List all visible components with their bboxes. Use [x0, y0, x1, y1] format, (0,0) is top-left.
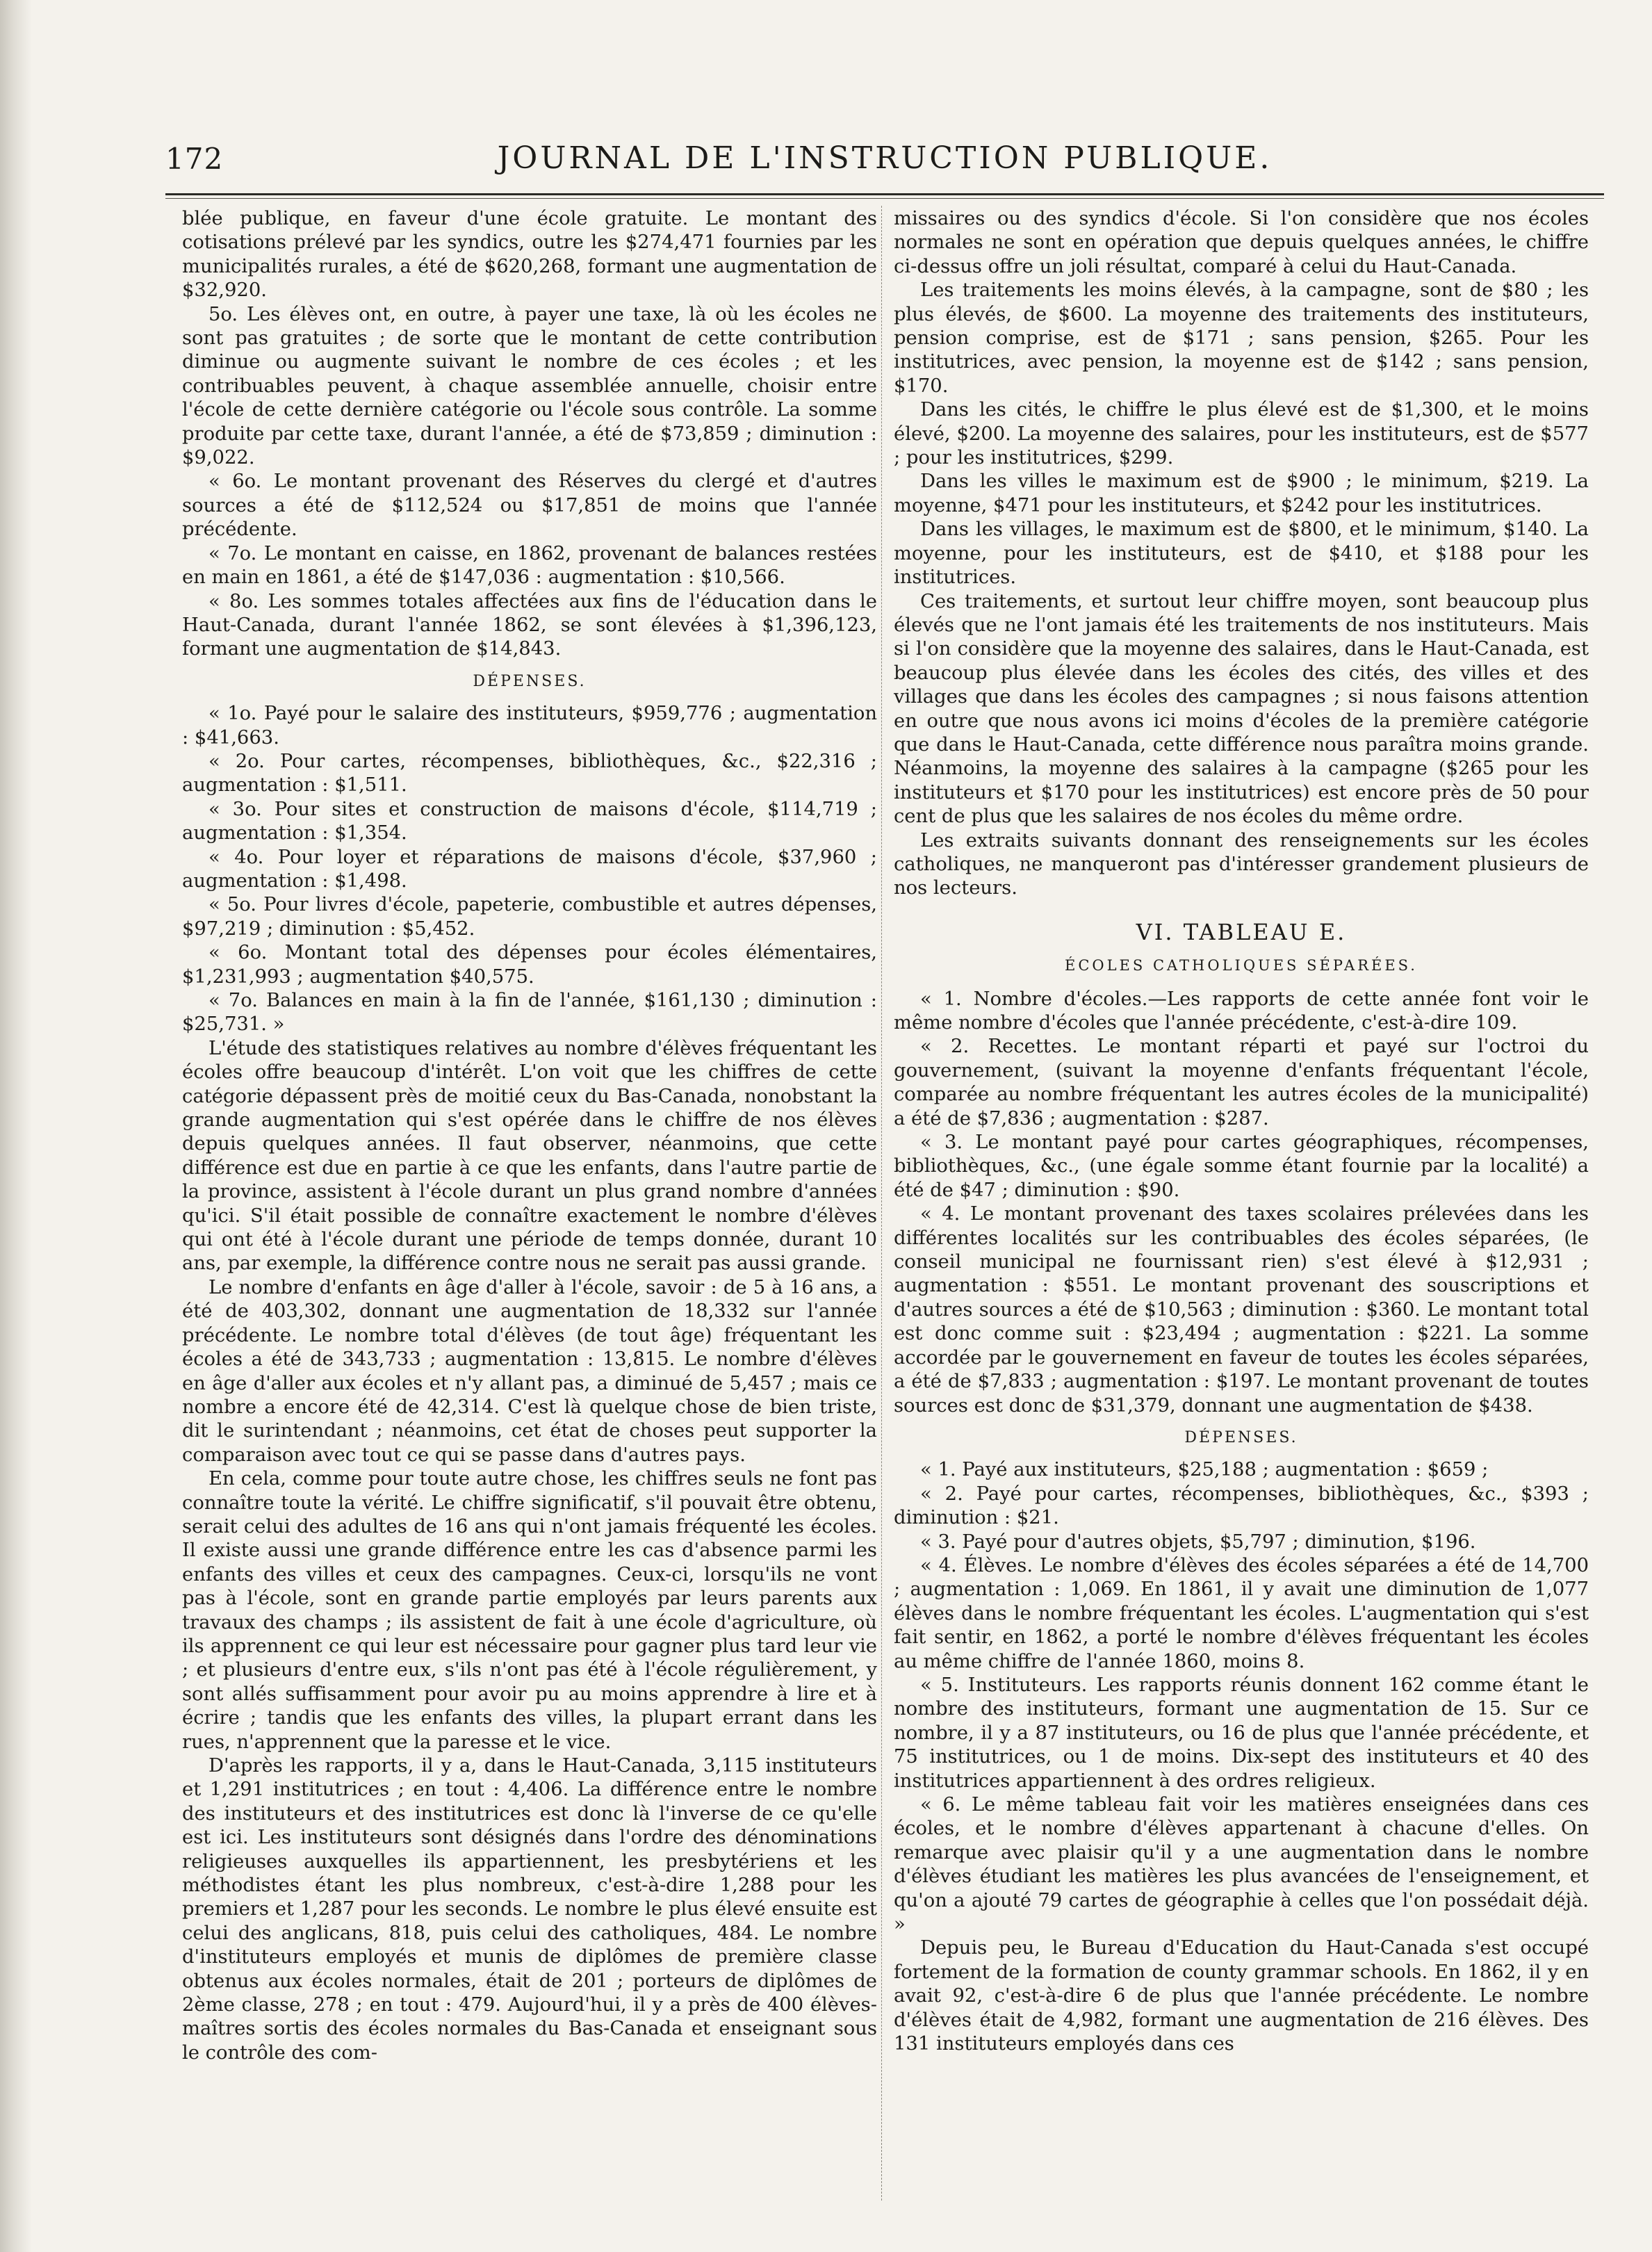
expense-item: « 5. Instituteurs. Les rapports réunis donnent 162 comme étant le nombre des instituteurs, formant une augmentation de 15. Sur ce nombre, il y a 87 instituteurs, ou 16 de plus que l'année précédente, et 75 institutrices, ou 1 de moins. Dix-sept des instituteurs et 40 des institutrices appartiennent à des ordres religieux. — [894, 1674, 1589, 1792]
scanned-page-edge — [0, 0, 32, 2252]
paragraph: 5o. Les élèves ont, en outre, à payer une taxe, là où les écoles ne sont pas gratuites ; de sorte que le montant de cette contribution diminue ou augmente suivant le nombre de ces écoles ; et les contribuables peuvent, à chaque assemblée annuelle, choisir entre l'école de cette dernière catégorie ou l'école sous contrôle. La somme produite par cette taxe, durant l'année, a été de $73,859 ; diminution : $9,022. — [182, 303, 877, 469]
left-column — [182, 207, 877, 2065]
expense-item: « 1o. Payé pour le salaire des instituteurs, $959,776 ; augmentation : $41,663. — [182, 703, 877, 749]
paragraph: Dans les villes le maximum est de $900 ; le minimum, $219. La moyenne, $471 pour les instituteurs, et $242 pour les institutrices. — [894, 471, 1589, 516]
paragraph: Les extraits suivants donnant des renseignements sur les écoles catholiques, ne manqueront pas d'intéresser grandement plusieurs de nos lecteurs. — [894, 829, 1589, 899]
section-heading-depenses: DÉPENSES. — [473, 672, 587, 690]
table-e-item: « 2. Recettes. Le montant réparti et payé sur l'octroi du gouvernement, (suivant la moyenne d'enfants fréquentant l'école, comparée au nombre fréquentant les autres écoles de la municipalité) a été de $7,836 ; augmentation : $287. — [894, 1036, 1589, 1129]
section-title: VI. TABLEAU E. — [1136, 918, 1347, 945]
paragraph: « 6o. Le montant provenant des Réserves du clergé et d'autres sources a été de $112,524 ou $17,851 de moins que l'année précédente. — [182, 471, 877, 541]
expense-item: « 3. Payé pour d'autres objets, $5,797 ; diminution, $196. — [920, 1531, 1476, 1553]
paragraph: blée publique, en faveur d'une école gratuite. Le montant des cotisations prélevé par les syndics, outre les $274,471 fournies par les municipalités rurales, a été de $620,268, formant une augmentation de $32,920. — [182, 208, 877, 302]
paragraph: Ces traitements, et surtout leur chiffre moyen, sont beaucoup plus élevés que ne l'ont jamais été les traitements de nos instituteurs. Mais si l'on considère que la moyenne des salaires, dans le Haut-Canada, est beaucoup plus élevée dans les écoles des cités, des villes et des villages que dans les écoles des campagnes ; si nous faisons attention en outre que nous avons ici moins d'écoles de la première catégorie que dans le Haut-Canada, cette différence nous paraîtra moins grande. Néanmoins, la moyenne des salaires à la campagne ($265 pour les instituteurs et $170 pour les institutrices) est encore près de 50 pour cent de plus que les salaires de nos écoles du même ordre. — [894, 590, 1589, 828]
page-number: 172 — [165, 142, 224, 176]
paragraph: En cela, comme pour toute autre chose, les chiffres seuls ne font pas connaître toute la vérité. Le chiffre significatif, s'il pouvait être obtenu, serait celui des adultes de 16 ans qui n'ont jamais fréquenté les écoles. Il existe aussi une grande différence entre les cas d'absence parmi les enfants des villes et ceux des campagnes. Ceux-ci, lorsqu'ils ne vont pas à l'école, sont en grande partie employés par leurs parents aux travaux des champs ; ils assistent de fait à une école d'agriculture, où ils apprennent ce qui leur est nécessaire pour gagner plus tard leur vie ; et plusieurs d'entre eux, s'ils n'ont pas été à l'école régulièrement, y sont allés suffisamment pour avoir pu au moins apprendre à lire et à écrire ; tandis que les enfants des villes, la plupart errant dans les rues, n'apprennent que la paresse et le vice. — [182, 1468, 877, 1753]
expense-item: « 4o. Pour loyer et réparations de maisons d'école, $37,960 ; augmentation : $1,498. — [182, 846, 877, 892]
table-e-item: « 3. Le montant payé pour cartes géographiques, récompenses, bibliothèques, &c., (une égale somme étant fournie par la localité) a été de $47 ; diminution : $90. — [894, 1132, 1589, 1201]
expense-item: « 1. Payé aux instituteurs, $25,188 ; augmentation : $659 ; — [920, 1459, 1489, 1481]
paragraph: Dans les cités, le chiffre le plus élevé est de $1,300, et le moins élevé, $200. La moyenne des salaires, pour les instituteurs, est de $577 ; pour les institutrices, $299. — [894, 399, 1589, 469]
expense-item: « 2. Payé pour cartes, récompenses, bibliothèques, &c., $393 ; diminution : $21. — [894, 1483, 1589, 1529]
expense-item: « 3o. Pour sites et construction de maisons d'école, $114,719 ; augmentation : $1,354. — [182, 798, 877, 844]
expense-item: « 6. Le même tableau fait voir les matières enseignées dans ces écoles, et le nombre d'élèves appartenant à chacune d'elles. On remarque avec plaisir qu'il y a une augmentation dans le nombre d'élèves étudiant les matières les plus avancées de l'enseignement, et qu'on a ajouté 79 cartes de géographie à celles que l'on possédait déjà. » — [894, 1794, 1589, 1936]
section-heading-depenses: DÉPENSES. — [1184, 1428, 1298, 1446]
paragraph: Le nombre d'enfants en âge d'aller à l'école, savoir : de 5 à 16 ans, a été de 403,302, donnant une augmentation de 18,332 sur l'année précédente. Le nombre total d'élèves (de tout âge) fréquentant les écoles a été de 343,733 ; augmentation : 13,815. Le nombre d'élèves en âge d'aller aux écoles et n'y allant pas, a diminué de 5,457 ; mais ce nombre a encore été de 42,314. C'est là quelque chose de bien triste, dit le surintendant ; néanmoins, cet état de choses peut supporter la comparaison avec tout ce qui se passe dans d'autres pays. — [182, 1276, 877, 1466]
header-rule — [165, 193, 1604, 195]
paragraph: D'après les rapports, il y a, dans le Haut-Canada, 3,115 instituteurs et 1,291 institutrices ; en tout : 4,406. La différence entre le nombre des instituteurs et des institutrices est donc là l'inverse de ce qu'elle est ici. Les instituteurs sont désignés dans l'ordre des dénominations religieuses auxquelles ils appartiennent, les presbytériens et les méthodistes étant les plus nombreux, c'est-à-dire 1,288 pour les premiers et 1,287 pour les seconds. Le nombre le plus élevé ensuite est celui des anglicans, 818, puis celui des catholiques, 484. Le nombre d'instituteurs employés et munis de diplômes de première classe obtenus aux écoles normales, était de 201 ; porteurs de diplômes de 2ème classe, 278 ; en tout : 479. Aujourd'hui, il y a près de 400 élèves-maîtres sortis des écoles normales du Bas-Canada et enseignant sous le contrôle des com- — [182, 1755, 877, 2064]
paragraph: Dans les villages, le maximum est de $800, et le minimum, $140. La moyenne, pour les instituteurs, est de $410, et $188 pour les institutrices. — [894, 519, 1589, 589]
page-header — [165, 136, 1604, 185]
expense-item: « 4. Élèves. Le nombre d'élèves des écoles séparées a été de 14,700 ; augmentation : 1,069. En 1861, il y avait une diminution de 1,077 élèves dans le nombre fréquentant les écoles. L'augmentation qui s'est fait sentir, en 1862, a porté le nombre d'élèves fréquentant les écoles au même chiffre de l'année 1860, moins 8. — [894, 1554, 1589, 1672]
paragraph: « 7o. Le montant en caisse, en 1862, provenant de balances restées en main en 1861, a été de $147,036 : augmentation : $10,566. — [182, 542, 877, 589]
header-rule-thin — [165, 198, 1604, 199]
expense-item: « 6o. Montant total des dépenses pour écoles élémentaires, $1,231,993 ; augmentation $40,575. — [182, 942, 877, 988]
expense-item: « 5o. Pour livres d'école, papeterie, combustible et autres dépenses, $97,219 ; diminution : $5,452. — [182, 894, 877, 940]
section-subtitle: ÉCOLES CATHOLIQUES SÉPARÉES. — [1065, 957, 1418, 974]
paragraph: Depuis peu, le Bureau d'Education du Haut-Canada s'est occupé fortement de la formation de county grammar schools. En 1862, il y en avait 92, c'est-à-dire 6 de plus que l'année précédente. Le nombre d'élèves était de 4,982, formant une augmentation de 216 élèves. Des 131 instituteurs employés dans ces — [894, 1937, 1589, 2055]
right-column — [894, 207, 1589, 2056]
table-e-item: « 4. Le montant provenant des taxes scolaires prélevées dans les différentes localités sur les contribuables des écoles séparées, (le conseil municipal ne fournissant rien) s'est élevé à $12,931 ; augmentation : $551. Le montant provenant des souscriptions et d'autres sources a été de $10,563 ; diminution : $360. Le montant total est donc comme suit : $23,494 ; augmentation : $221. La somme accordée par le gouvernement en faveur de toutes les écoles séparées, a été de $7,833 ; augmentation : $197. Le montant provenant de toutes sources est donc de $31,379, donnant une augmentation de $438. — [894, 1203, 1589, 1417]
journal-title: JOURNAL DE L'INSTRUCTION PUBLIQUE. — [497, 140, 1273, 176]
paragraph: Les traitements les moins élevés, à la campagne, sont de $80 ; les plus élevés, de $600. La moyenne des traitements des instituteurs, pension comprise, est de $171 ; sans pension, $265. Pour les institutrices, avec pension, la moyenne est de $142 ; sans pension, $170. — [894, 279, 1589, 397]
table-e-item: « 1. Nombre d'écoles.—Les rapports de cette année font voir le même nombre d'écoles que l'année précédente, c'est-à-dire 109. — [894, 988, 1589, 1034]
paragraph: missaires ou des syndics d'école. Si l'on considère que nos écoles normales ne sont en opération que depuis quelques années, le chiffre ci-dessus offre un joli résultat, comparé à celui du Haut-Canada. — [894, 208, 1589, 277]
expense-item: « 7o. Balances en main à la fin de l'année, $161,130 ; diminution : $25,731. » — [182, 990, 877, 1036]
expense-item: « 2o. Pour cartes, récompenses, bibliothèques, &c., $22,316 ; augmentation : $1,511. — [182, 750, 877, 797]
paragraph: L'étude des statistiques relatives au nombre d'élèves fréquentant les écoles offre beaucoup d'intérêt. L'on voit que les chiffres de cette catégorie dépassent près de moitié ceux du Bas-Canada, nonobstant la grande augmentation qui s'est opérée dans le chiffre de nos élèves depuis quelques années. Il faut observer, néanmoins, que cette différence est due en partie à ce que les enfants, dans l'autre partie de la province, assistent à l'école durant un plus grand nombre d'années qu'ici. S'il était possible de connaître exactement le nombre d'élèves qui ont été à l'école durant une période de temps donnée, durant 10 ans, par exemple, la différence contre nous ne serait pas aussi grande. — [182, 1037, 877, 1275]
paragraph: « 8o. Les sommes totales affectées aux fins de l'éducation dans le Haut-Canada, durant l'année 1862, se sont élevées à $1,396,123, formant une augmentation de $14,843. — [182, 590, 877, 660]
column-divider — [881, 206, 882, 2201]
